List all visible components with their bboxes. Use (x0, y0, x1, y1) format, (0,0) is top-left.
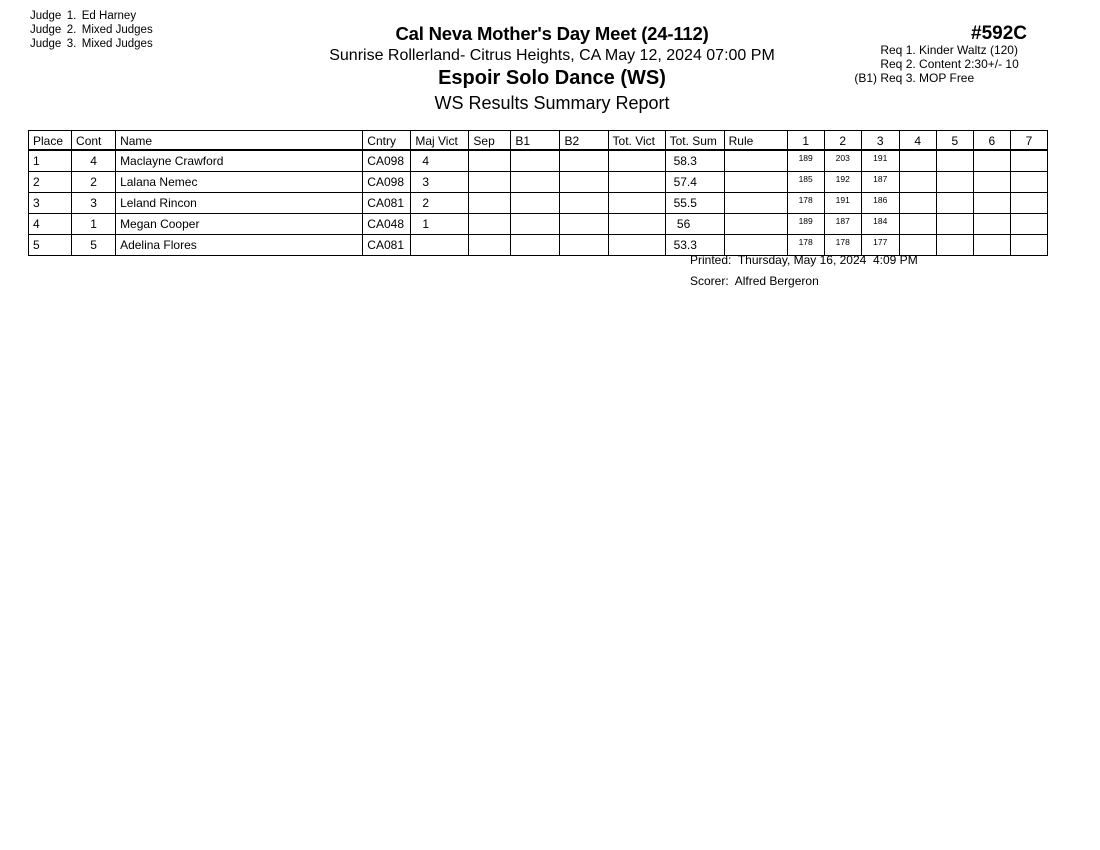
judge-2-score: 191 (824, 193, 861, 214)
printed-label: Printed: (690, 253, 732, 267)
judge-prefix: Judge (30, 10, 62, 22)
col-header: B1 (511, 131, 560, 151)
maj-vict-cell: 1 (411, 214, 469, 235)
place-cell: 4 (29, 214, 72, 235)
results-table (28, 130, 1048, 256)
judge-3-score: 191 (861, 150, 899, 172)
requirement-prefix: (B1) (854, 71, 877, 85)
tot-sum-cell: 53.3 (665, 235, 724, 256)
requirement-text: Req 1. Kinder Waltz (120) (880, 43, 1018, 57)
b1-cell (511, 150, 560, 172)
judge-3-score: 187 (861, 172, 899, 193)
scorer-label: Scorer: (690, 274, 729, 288)
judge-row (30, 37, 153, 51)
requirement-text: Req 2. Content 2:30+/- 10 (880, 57, 1019, 71)
judge-7-score (1010, 193, 1047, 214)
rule-cell (724, 150, 787, 172)
judge-3-score: 186 (861, 193, 899, 214)
place-cell: 2 (29, 172, 72, 193)
tot-vict-cell (608, 193, 665, 214)
maj-vict-cell: 3 (411, 172, 469, 193)
report-footer (690, 250, 918, 292)
judge-5-score (936, 193, 973, 214)
tot-vict-cell (608, 214, 665, 235)
judge-2-score: 187 (824, 214, 861, 235)
cntry-cell: CA098 (363, 172, 411, 193)
tot-vict-cell (608, 235, 665, 256)
col-header: 6 (973, 131, 1010, 151)
judge-number: 2. (66, 24, 77, 36)
cont-cell: 4 (72, 150, 116, 172)
judge-3-score: 177 (861, 235, 899, 256)
col-header: 7 (1010, 131, 1047, 151)
scorer-value: Alfred Bergeron (734, 274, 819, 288)
maj-vict-cell (411, 235, 469, 256)
name-cell: Adelina Flores (116, 235, 363, 256)
tot-sum-cell: 57.4 (665, 172, 724, 193)
scorer-line (690, 271, 918, 292)
judge-5-score (936, 214, 973, 235)
maj-vict-cell: 2 (411, 193, 469, 214)
report-header (300, 22, 804, 114)
cntry-cell: CA081 (363, 235, 411, 256)
table-row (29, 214, 1048, 235)
judges-list (30, 9, 153, 51)
cntry-cell: CA048 (363, 214, 411, 235)
col-header: Sep (469, 131, 511, 151)
judge-2-score: 203 (824, 150, 861, 172)
place-cell: 3 (29, 193, 72, 214)
col-header: Maj Vict (411, 131, 469, 151)
judge-name: Mixed Judges (81, 38, 153, 50)
col-header: 4 (899, 131, 936, 151)
meet-title: Cal Neva Mother's Day Meet (24-112) (395, 23, 709, 44)
judge-5-score (936, 150, 973, 172)
col-header: 3 (861, 131, 899, 151)
cntry-cell: CA098 (363, 150, 411, 172)
printed-line (690, 250, 918, 271)
judge-7-score (1010, 214, 1047, 235)
event-code: #592C (971, 23, 1027, 44)
event-title: Espoir Solo Dance (WS) (438, 67, 666, 89)
name-cell: Leland Rincon (116, 193, 363, 214)
col-header: B2 (560, 131, 608, 151)
judge-4-score (899, 150, 936, 172)
col-header: Cntry (363, 131, 411, 151)
cont-cell: 2 (72, 172, 116, 193)
requirement-row (840, 71, 1040, 85)
maj-vict-cell: 4 (411, 150, 469, 172)
judge-3-score: 184 (861, 214, 899, 235)
judge-6-score (973, 193, 1010, 214)
judge-1-score: 185 (787, 172, 824, 193)
name-cell: Maclayne Crawford (116, 150, 363, 172)
tot-sum-cell: 56 (665, 214, 724, 235)
b2-cell (560, 193, 608, 214)
sep-cell (469, 150, 511, 172)
place-cell: 1 (29, 150, 72, 172)
b1-cell (511, 172, 560, 193)
judge-prefix: Judge (30, 24, 62, 36)
b1-cell (511, 193, 560, 214)
judge-1-score: 178 (787, 193, 824, 214)
table-header-row (29, 131, 1048, 151)
tot-sum-cell: 58.3 (665, 150, 724, 172)
cntry-cell: CA081 (363, 193, 411, 214)
b1-cell (511, 235, 560, 256)
judge-row (30, 9, 153, 23)
sep-cell (469, 235, 511, 256)
judge-5-score (936, 172, 973, 193)
report-title: WS Results Summary Report (434, 93, 670, 113)
judge-2-score: 192 (824, 172, 861, 193)
judge-4-score (899, 193, 936, 214)
cont-cell: 1 (72, 214, 116, 235)
sep-cell (469, 193, 511, 214)
judge-number: 3. (66, 38, 77, 50)
b2-cell (560, 172, 608, 193)
judge-7-score (1010, 150, 1047, 172)
requirement-text: Req 3. MOP Free (880, 71, 975, 85)
judge-4-score (899, 172, 936, 193)
b1-cell (511, 214, 560, 235)
col-header: Cont (72, 131, 116, 151)
sep-cell (469, 172, 511, 193)
sep-cell (469, 214, 511, 235)
col-header: 2 (824, 131, 861, 151)
cont-cell: 3 (72, 193, 116, 214)
judge-name: Mixed Judges (81, 24, 153, 36)
col-header: Rule (724, 131, 787, 151)
tot-vict-cell (608, 172, 665, 193)
judge-4-score (899, 214, 936, 235)
table-row (29, 150, 1048, 172)
judge-6-score (973, 150, 1010, 172)
col-header: Name (116, 131, 363, 151)
table-row (29, 172, 1048, 193)
tot-vict-cell (608, 150, 665, 172)
place-cell: 5 (29, 235, 72, 256)
judge-7-score (1010, 172, 1047, 193)
judge-6-score (973, 172, 1010, 193)
judge-5-score (936, 235, 973, 256)
judge-name: Ed Harney (81, 10, 137, 22)
col-header: 1 (787, 131, 824, 151)
judge-6-score (973, 214, 1010, 235)
judge-number: 1. (66, 10, 77, 22)
judge-prefix: Judge (30, 38, 62, 50)
printed-value: Thursday, May 16, 2024 4:09 PM (737, 253, 918, 267)
b2-cell (560, 214, 608, 235)
rule-cell (724, 193, 787, 214)
rule-cell (724, 214, 787, 235)
judge-1-score: 189 (787, 150, 824, 172)
judge-1-score: 178 (787, 235, 824, 256)
judge-1-score: 189 (787, 214, 824, 235)
cont-cell: 5 (72, 235, 116, 256)
table-row (29, 193, 1048, 214)
requirement-row (840, 43, 1040, 57)
judge-row (30, 23, 153, 37)
name-cell: Lalana Nemec (116, 172, 363, 193)
judge-2-score: 178 (824, 235, 861, 256)
judge-7-score (1010, 235, 1047, 256)
name-cell: Megan Cooper (116, 214, 363, 235)
judge-6-score (973, 235, 1010, 256)
col-header: 5 (936, 131, 973, 151)
requirements-list (840, 43, 1040, 85)
b2-cell (560, 150, 608, 172)
requirement-row (840, 57, 1040, 71)
rule-cell (724, 172, 787, 193)
tot-sum-cell: 55.5 (665, 193, 724, 214)
col-header: Tot. Vict (608, 131, 665, 151)
col-header: Place (29, 131, 72, 151)
col-header: Tot. Sum (665, 131, 724, 151)
b2-cell (560, 235, 608, 256)
venue-line: Sunrise Rollerland- Citrus Heights, CA May 12, 2024 07:00 PM (329, 47, 775, 64)
